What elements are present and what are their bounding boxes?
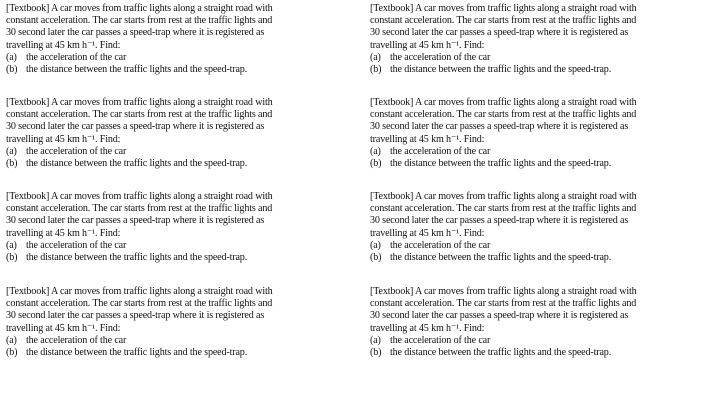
problem-text-line: 30 second later the car passes a speed-trap where it is registered as [370,215,629,227]
problem-text-line: [Textbook] A car moves from traffic lights along a straight road with [370,97,637,108]
part-label: (b) [6,252,18,264]
problem-part-a [370,146,715,158]
problem-part-a [370,240,715,252]
part-text: the acceleration of the car [390,145,491,157]
problem-text-line: travelling at 45 km h⁻¹. Find: [370,322,485,334]
part-label: (b) [6,158,18,170]
part-text: the acceleration of the car [26,334,127,346]
problem-text-line: [Textbook] A car moves from traffic lights along a straight road with [6,97,273,108]
part-text: the distance between the traffic lights and the speed-trap. [26,64,248,76]
problem-text-line: constant acceleration. The car starts from rest at the traffic lights and [370,203,637,215]
problem-text-line: 30 second later the car passes a speed-trap where it is registered as [6,27,265,39]
part-text: the distance between the traffic lights and the speed-trap. [390,64,612,76]
part-label: (b) [370,64,382,76]
problem-part-a [370,335,715,347]
part-text: the distance between the traffic lights and the speed-trap. [390,252,612,264]
part-label: (a) [370,334,381,346]
problem-part-b [370,64,715,76]
problem-text-line: 30 second later the car passes a speed-trap where it is registered as [6,310,265,322]
part-text: the acceleration of the car [390,334,491,346]
problem-part-a [6,335,351,347]
part-label: (a) [6,145,17,157]
problem-text-line: [Textbook] A car moves from traffic lights along a straight road with [370,191,637,202]
problem-part-a [6,52,351,64]
part-label: (a) [6,239,17,251]
problem-text-line: constant acceleration. The car starts from rest at the traffic lights and [6,203,273,215]
problem-card [370,3,715,76]
part-label: (b) [370,158,382,170]
problem-text-line: travelling at 45 km h⁻¹. Find: [370,227,485,239]
problem-card [370,191,715,264]
part-label: (a) [370,239,381,251]
problem-part-b [6,158,351,170]
problem-card [6,191,351,264]
part-text: the acceleration of the car [390,239,491,251]
part-label: (a) [6,51,17,63]
part-text: the distance between the traffic lights and the speed-trap. [26,347,248,359]
part-text: the acceleration of the car [26,239,127,251]
part-label: (a) [6,334,17,346]
problem-text-line: constant acceleration. The car starts from rest at the traffic lights and [370,15,637,27]
problem-card [6,97,351,170]
part-label: (b) [6,64,18,76]
problem-text-line: constant acceleration. The car starts from rest at the traffic lights and [6,15,273,27]
problem-text-line: travelling at 45 km h⁻¹. Find: [6,227,121,239]
problem-text-line: [Textbook] A car moves from traffic lights along a straight road with [6,286,273,297]
problem-part-a [6,240,351,252]
problem-text-line: 30 second later the car passes a speed-trap where it is registered as [6,215,265,227]
problem-part-a [370,52,715,64]
problem-card [370,286,715,359]
part-label: (b) [6,347,18,359]
part-text: the acceleration of the car [26,145,127,157]
problem-text-line: travelling at 45 km h⁻¹. Find: [370,39,485,51]
part-text: the distance between the traffic lights and the speed-trap. [26,252,248,264]
problem-text-line: constant acceleration. The car starts from rest at the traffic lights and [370,298,637,310]
part-text: the acceleration of the car [26,51,127,63]
part-text: the acceleration of the car [390,51,491,63]
part-label: (a) [370,51,381,63]
problem-text-line: [Textbook] A car moves from traffic lights along a straight road with [370,3,637,14]
problem-part-b [370,158,715,170]
problem-card [370,97,715,170]
problem-text-line: constant acceleration. The car starts from rest at the traffic lights and [6,109,273,121]
problem-part-b [6,252,351,264]
problem-text-line: travelling at 45 km h⁻¹. Find: [6,133,121,145]
problem-text-line: constant acceleration. The car starts from rest at the traffic lights and [6,298,273,310]
problem-part-b [370,252,715,264]
problem-text-line: [Textbook] A car moves from traffic lights along a straight road with [6,3,273,14]
problem-text-line: 30 second later the car passes a speed-trap where it is registered as [6,121,265,133]
part-label: (b) [370,252,382,264]
problem-text-line: travelling at 45 km h⁻¹. Find: [6,322,121,334]
part-text: the distance between the traffic lights and the speed-trap. [26,158,248,170]
problem-text-line: 30 second later the car passes a speed-trap where it is registered as [370,27,629,39]
problem-part-a [6,146,351,158]
problem-part-b [6,64,351,76]
part-text: the distance between the traffic lights and the speed-trap. [390,347,612,359]
part-text: the distance between the traffic lights and the speed-trap. [390,158,612,170]
problem-text-line: 30 second later the car passes a speed-trap where it is registered as [370,310,629,322]
problem-text-line: 30 second later the car passes a speed-trap where it is registered as [370,121,629,133]
problem-part-b [370,347,715,359]
problem-text-line: [Textbook] A car moves from traffic lights along a straight road with [370,286,637,297]
problem-card [6,3,351,76]
problem-text-line: [Textbook] A car moves from traffic lights along a straight road with [6,191,273,202]
part-label: (a) [370,145,381,157]
problem-part-b [6,347,351,359]
part-label: (b) [370,347,382,359]
problem-card [6,286,351,359]
problem-text-line: travelling at 45 km h⁻¹. Find: [370,133,485,145]
problem-text-line: travelling at 45 km h⁻¹. Find: [6,39,121,51]
problem-text-line: constant acceleration. The car starts from rest at the traffic lights and [370,109,637,121]
